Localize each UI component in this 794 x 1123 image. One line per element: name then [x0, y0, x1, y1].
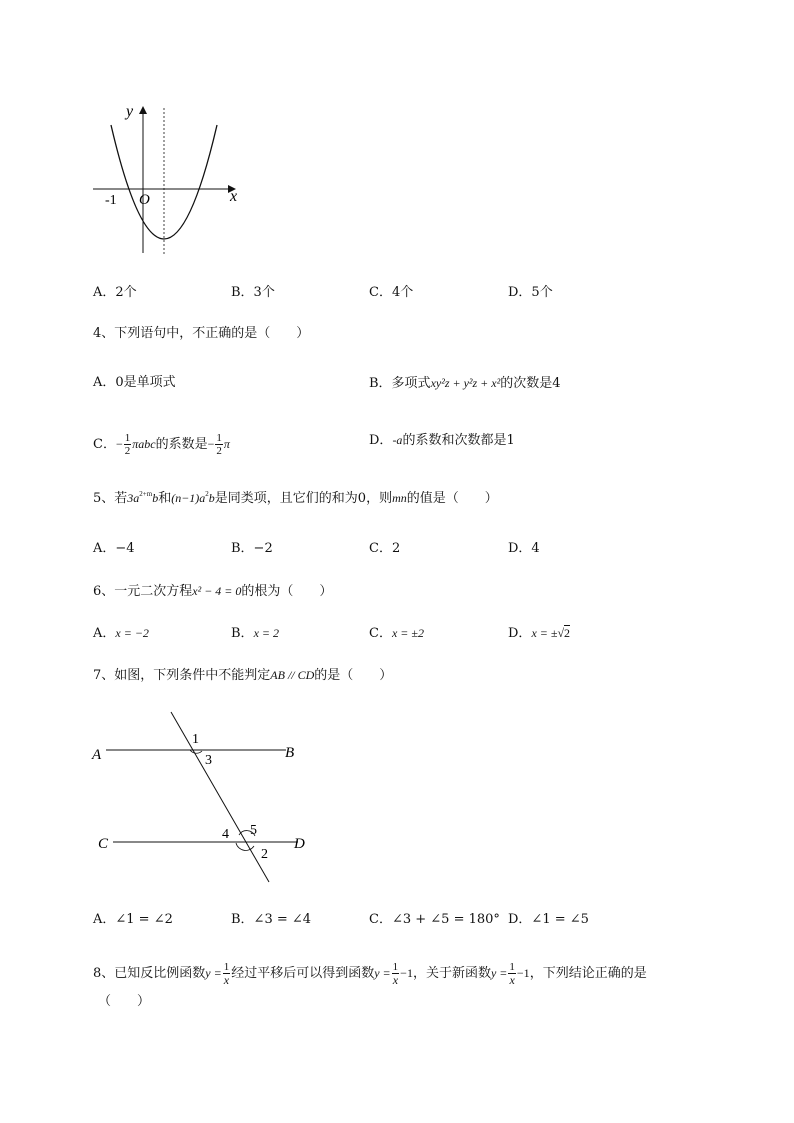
q8-func1-lhs: y = — [205, 966, 222, 980]
q4-c-fraction-2 — [215, 432, 223, 457]
q5-term-2-exponent: 2 — [205, 490, 209, 498]
label-b: B — [285, 745, 295, 761]
q4-d-suffix: 的系数和次数都是1 — [402, 433, 515, 448]
q5-stem — [93, 490, 498, 507]
q7-stem-prefix: 7、如图，下列条件中不能判定 — [93, 668, 271, 683]
q7-option-c-text: C．∠3 + ∠5 = 180° — [369, 912, 500, 927]
q6-a-expression: x = −2 — [115, 626, 149, 640]
q7-option-a[interactable] — [93, 912, 173, 928]
q8-func2-num: 1 — [392, 961, 399, 973]
y-axis-arrow — [139, 106, 147, 114]
q8-stem — [93, 961, 647, 986]
angle-label-3: 3 — [205, 753, 212, 768]
q4-c-prefix: C． — [93, 437, 116, 452]
q8-func2-lhs: y = — [374, 966, 391, 980]
q8-func2-tail: −1 — [400, 966, 413, 980]
q4-b-expression: xy²z + y²z + x² — [430, 376, 501, 390]
q5-and: 和 — [158, 491, 172, 506]
q4-c-frac2-num: 1 — [216, 432, 222, 444]
q4-c-minus-2: − — [207, 437, 215, 451]
q6-d-label: D． — [508, 626, 532, 641]
q4-c-fraction — [124, 432, 132, 457]
q7-stem-end: 的是（ ） — [314, 668, 393, 683]
q5-term-1-exponent: 2+m — [139, 490, 153, 498]
angle-label-4: 4 — [222, 827, 229, 842]
q7-option-b-text: B．∠3 = ∠4 — [231, 912, 312, 927]
q6-stem-end: 的根为（ ） — [241, 584, 333, 599]
label-a: A — [92, 747, 102, 763]
q8-func3-tail: −1 — [516, 966, 530, 980]
parallel-lines-figure — [88, 705, 318, 890]
q5-term-2 — [171, 491, 215, 505]
q4-c-frac-num: 1 — [124, 432, 131, 444]
q8-func3-fraction — [508, 961, 516, 986]
q4-b-prefix: B．多项式 — [369, 376, 431, 391]
q6-d-radicand: 2 — [564, 626, 571, 640]
q5-term-1 — [127, 491, 158, 505]
angle-label-5: 5 — [250, 823, 257, 838]
origin-label: O — [139, 192, 150, 208]
q6-d-expression: x = ± — [531, 626, 558, 640]
q6-b-label: B． — [231, 626, 254, 641]
x-axis-label: x — [230, 188, 238, 205]
q4-b-suffix: 的次数是4 — [500, 376, 561, 391]
q4-option-d[interactable] — [369, 432, 515, 449]
tick-label-minus-one: -1 — [105, 193, 117, 208]
q6-stem — [93, 583, 332, 600]
q7-option-b[interactable] — [231, 912, 311, 928]
q5-product: mn — [392, 491, 407, 505]
q4-stem: 4、下列语句中，不正确的是（ ） — [93, 326, 310, 341]
q5-term-1-base: 3a — [127, 491, 140, 505]
q4-c-coefficient: π — [223, 437, 230, 451]
q8-func3-den: x — [509, 973, 515, 987]
q6-stem-prefix: 6、一元二次方程 — [93, 584, 193, 599]
q6-c-expression: x = ±2 — [391, 626, 424, 640]
q5-stem-mid: 是同类项，且它们的和为0，则 — [214, 491, 393, 506]
q8-func1-fraction — [223, 961, 231, 986]
q8-func3-num: 1 — [509, 961, 515, 973]
q8-mid1: 经过平移后可以得到函数 — [231, 966, 375, 981]
q8-func2-den: x — [392, 973, 399, 987]
y-axis-label: y — [126, 103, 134, 120]
q6-equation: x² − 4 = 0 — [192, 584, 242, 598]
q5-term-2-tail: b — [208, 491, 215, 505]
q7-option-d-text: D．∠1 = ∠5 — [508, 912, 589, 927]
q5-option-a[interactable]: A．−4 — [93, 541, 135, 556]
q6-c-label: C． — [369, 626, 392, 641]
label-d: D — [294, 836, 305, 852]
q4-option-a[interactable]: A．0是单项式 — [93, 375, 176, 390]
q5-stem-end: 的值是（ ） — [406, 491, 498, 506]
q7-option-d[interactable] — [508, 912, 589, 928]
q6-b-expression: x = 2 — [253, 626, 279, 640]
q3-option-d[interactable]: D．5个 — [508, 285, 553, 300]
q5-option-c[interactable]: C．2 — [369, 541, 401, 556]
q4-c-frac2-den: 2 — [216, 445, 222, 457]
q4-option-c[interactable] — [93, 432, 230, 457]
parabola-graph — [88, 98, 248, 258]
sqrt-icon: √ — [557, 626, 565, 640]
q6-option-a[interactable] — [93, 625, 149, 642]
angle-label-2: 2 — [261, 847, 268, 862]
q7-stem-expression: AB // CD — [270, 668, 315, 682]
q4-c-minus: − — [115, 437, 123, 451]
q8-func3-lhs: y = — [490, 966, 508, 980]
q8-func2-fraction — [392, 961, 400, 986]
q8-answer-blank: （ ） — [98, 994, 151, 1009]
q7-option-c[interactable] — [369, 912, 500, 928]
q6-a-label: A． — [93, 626, 116, 641]
q5-option-d[interactable]: D．4 — [508, 541, 540, 556]
q6-option-c[interactable] — [369, 625, 424, 642]
q4-c-frac-den: 2 — [124, 445, 131, 457]
q3-option-b[interactable]: B．3个 — [231, 285, 275, 300]
q8-func1-den: x — [223, 973, 230, 987]
q8-func1-num: 1 — [223, 961, 230, 973]
q7-stem — [93, 667, 392, 684]
q5-stem-prefix: 5、若 — [93, 491, 128, 506]
q8-mid2: ，关于新函数 — [412, 966, 491, 981]
q4-c-mid: 的系数是 — [155, 437, 208, 452]
q4-d-prefix: D． — [369, 433, 393, 448]
q6-option-d[interactable] — [508, 625, 570, 642]
q5-option-b[interactable]: B．−2 — [231, 541, 273, 556]
q3-option-c[interactable]: C．4个 — [369, 285, 414, 300]
transversal — [171, 712, 269, 882]
q6-option-b[interactable] — [231, 625, 279, 642]
label-c: C — [98, 836, 109, 852]
q4-option-b[interactable] — [369, 375, 560, 392]
q5-term-1-tail: b — [152, 491, 159, 505]
q8-stem-prefix: 8、已知反比例函数 — [93, 966, 206, 981]
q7-option-a-text: A．∠1 = ∠2 — [93, 912, 173, 927]
q3-option-a[interactable]: A．2个 — [93, 285, 137, 300]
q8-end: ，下列结论正确的是 — [529, 966, 647, 981]
q4-d-expression: -a — [392, 433, 403, 447]
q5-term-2-base: (n−1)a — [171, 491, 206, 505]
angle-label-1: 1 — [192, 732, 199, 747]
q4-c-term: πabc — [132, 437, 156, 451]
